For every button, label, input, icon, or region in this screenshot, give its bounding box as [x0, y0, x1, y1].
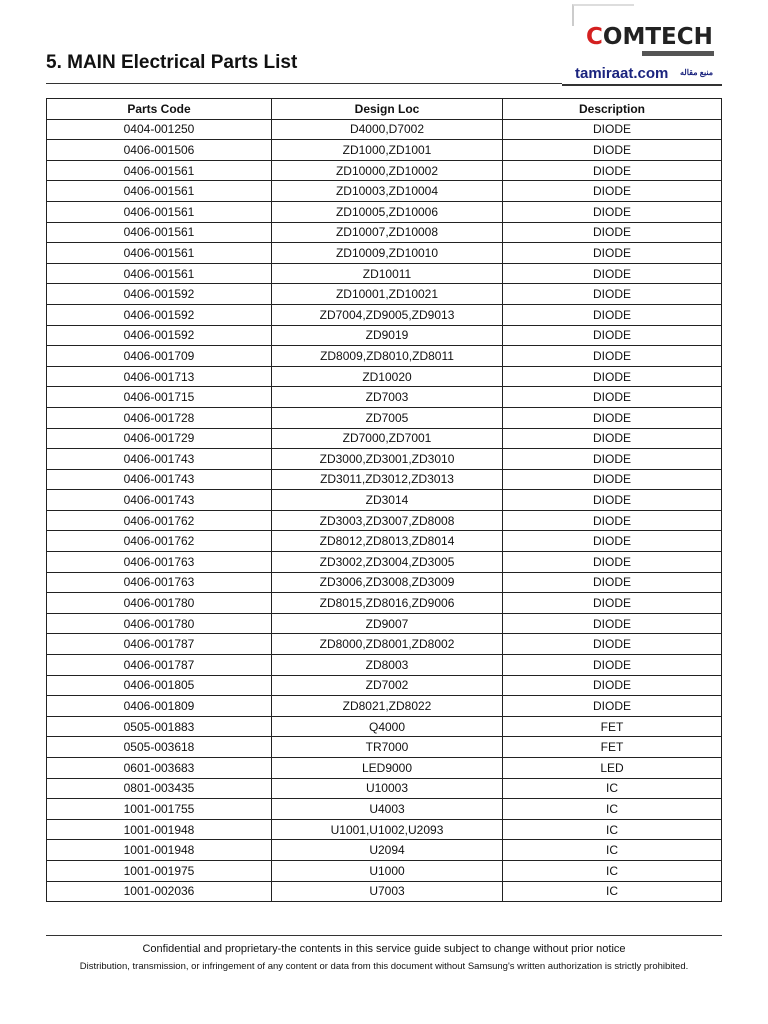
table-row — [47, 407, 722, 428]
cell-description: DIODE — [503, 263, 722, 284]
table-row — [47, 428, 722, 449]
cell-description: DIODE — [503, 243, 722, 264]
cell-design-loc: Q4000 — [272, 716, 503, 737]
cell-design-loc: ZD3002,ZD3004,ZD3005 — [272, 552, 503, 573]
cell-description: IC — [503, 778, 722, 799]
cell-parts-code: 0406-001561 — [47, 181, 272, 202]
cell-parts-code: 0406-001713 — [47, 366, 272, 387]
table-row — [47, 201, 722, 222]
table-row — [47, 490, 722, 511]
table-row — [47, 758, 722, 779]
table-row — [47, 263, 722, 284]
cell-design-loc: ZD7002 — [272, 675, 503, 696]
page-title: 5. MAIN Electrical Parts List — [46, 52, 298, 73]
cell-design-loc: ZD9019 — [272, 325, 503, 346]
table-row — [47, 325, 722, 346]
table-row — [47, 881, 722, 902]
cell-parts-code: 1001-001948 — [47, 819, 272, 840]
cell-design-loc: ZD8009,ZD8010,ZD8011 — [272, 346, 503, 367]
cell-description: DIODE — [503, 675, 722, 696]
cell-design-loc: ZD10001,ZD10021 — [272, 284, 503, 305]
cell-parts-code: 0406-001805 — [47, 675, 272, 696]
cell-description: IC — [503, 819, 722, 840]
table-row — [47, 655, 722, 676]
cell-parts-code: 0406-001763 — [47, 572, 272, 593]
cell-design-loc: ZD3000,ZD3001,ZD3010 — [272, 449, 503, 470]
cell-design-loc: U1000 — [272, 860, 503, 881]
cell-description: DIODE — [503, 304, 722, 325]
cell-description: DIODE — [503, 160, 722, 181]
cell-parts-code: 0406-001561 — [47, 160, 272, 181]
cell-design-loc: ZD8003 — [272, 655, 503, 676]
cell-description: DIODE — [503, 469, 722, 490]
cell-parts-code: 0406-001762 — [47, 510, 272, 531]
cell-description: DIODE — [503, 346, 722, 367]
cell-parts-code: 0406-001787 — [47, 655, 272, 676]
cell-description: DIODE — [503, 201, 722, 222]
cell-description: IC — [503, 860, 722, 881]
footer-confidential: Confidential and proprietary-the contents in this service guide subject to change without prior notice — [142, 943, 626, 955]
table-row — [47, 304, 722, 325]
cell-design-loc: ZD7005 — [272, 407, 503, 428]
cell-design-loc: ZD1000,ZD1001 — [272, 140, 503, 161]
cell-description: DIODE — [503, 572, 722, 593]
cell-parts-code: 1001-002036 — [47, 881, 272, 902]
cell-parts-code: 0406-001743 — [47, 449, 272, 470]
cell-parts-code: 0406-001561 — [47, 222, 272, 243]
logo-circuit-decoration — [572, 4, 634, 26]
cell-description: DIODE — [503, 325, 722, 346]
footer-rule — [46, 935, 722, 936]
cell-design-loc: LED9000 — [272, 758, 503, 779]
cell-parts-code: 0406-001561 — [47, 243, 272, 264]
table-row — [47, 222, 722, 243]
cell-parts-code: 0406-001592 — [47, 284, 272, 305]
cell-parts-code: 1001-001755 — [47, 799, 272, 820]
cell-description: DIODE — [503, 510, 722, 531]
cell-parts-code: 0406-001506 — [47, 140, 272, 161]
cell-design-loc: ZD3014 — [272, 490, 503, 511]
header-rule — [46, 83, 562, 84]
cell-description: DIODE — [503, 531, 722, 552]
table-row — [47, 799, 722, 820]
cell-design-loc: ZD10011 — [272, 263, 503, 284]
table-row — [47, 469, 722, 490]
cell-parts-code: 1001-001975 — [47, 860, 272, 881]
cell-design-loc: ZD8000,ZD8001,ZD8002 — [272, 634, 503, 655]
cell-description: DIODE — [503, 387, 722, 408]
logo-arabic-text: منبع مقاله — [680, 68, 714, 77]
cell-design-loc: ZD7003 — [272, 387, 503, 408]
cell-parts-code: 0406-001728 — [47, 407, 272, 428]
header-rule-right — [562, 84, 722, 86]
cell-design-loc: ZD10003,ZD10004 — [272, 181, 503, 202]
table-row — [47, 160, 722, 181]
cell-description: DIODE — [503, 593, 722, 614]
table-row — [47, 737, 722, 758]
table-row — [47, 572, 722, 593]
table-row — [47, 840, 722, 861]
cell-design-loc: ZD8015,ZD8016,ZD9006 — [272, 593, 503, 614]
cell-design-loc: ZD10009,ZD10010 — [272, 243, 503, 264]
parts-table — [46, 98, 722, 902]
table-row — [47, 819, 722, 840]
cell-description: DIODE — [503, 284, 722, 305]
cell-design-loc: ZD3011,ZD3012,ZD3013 — [272, 469, 503, 490]
cell-design-loc: ZD10000,ZD10002 — [272, 160, 503, 181]
cell-parts-code: 1001-001948 — [47, 840, 272, 861]
cell-parts-code: 0406-001561 — [47, 263, 272, 284]
cell-design-loc: U2094 — [272, 840, 503, 861]
table-row — [47, 696, 722, 717]
table-row — [47, 716, 722, 737]
cell-design-loc: ZD10005,ZD10006 — [272, 201, 503, 222]
table-row — [47, 387, 722, 408]
cell-description: DIODE — [503, 222, 722, 243]
table-header-row — [47, 99, 722, 120]
cell-parts-code: 0406-001762 — [47, 531, 272, 552]
table-row — [47, 593, 722, 614]
cell-design-loc: D4000,D7002 — [272, 119, 503, 140]
table-row — [47, 243, 722, 264]
cell-parts-code: 0406-001763 — [47, 552, 272, 573]
cell-description: DIODE — [503, 366, 722, 387]
header-design-loc: Design Loc — [272, 99, 503, 120]
cell-parts-code: 0404-001250 — [47, 119, 272, 140]
cell-parts-code: 0406-001561 — [47, 201, 272, 222]
cell-parts-code: 0406-001787 — [47, 634, 272, 655]
cell-design-loc: ZD7004,ZD9005,ZD9013 — [272, 304, 503, 325]
cell-description: DIODE — [503, 552, 722, 573]
cell-design-loc: U10003 — [272, 778, 503, 799]
cell-description: IC — [503, 840, 722, 861]
table-row — [47, 860, 722, 881]
cell-design-loc: ZD3003,ZD3007,ZD8008 — [272, 510, 503, 531]
cell-parts-code: 0505-001883 — [47, 716, 272, 737]
cell-design-loc: U7003 — [272, 881, 503, 902]
cell-description: IC — [503, 799, 722, 820]
cell-design-loc: ZD3006,ZD3008,ZD3009 — [272, 572, 503, 593]
cell-design-loc: ZD8021,ZD8022 — [272, 696, 503, 717]
cell-description: DIODE — [503, 655, 722, 676]
footer-distribution: Distribution, transmission, or infringement of any content or data from this document without Samsung's written authorization is strictly prohibited. — [79, 961, 689, 972]
cell-description: IC — [503, 881, 722, 902]
cell-parts-code: 0406-001592 — [47, 304, 272, 325]
table-row — [47, 181, 722, 202]
header-description: Description — [503, 99, 722, 120]
table-row — [47, 634, 722, 655]
cell-design-loc: U1001,U1002,U2093 — [272, 819, 503, 840]
header-parts-code: Parts Code — [47, 99, 272, 120]
cell-description: FET — [503, 737, 722, 758]
cell-parts-code: 0406-001709 — [47, 346, 272, 367]
table-row — [47, 140, 722, 161]
cell-design-loc: ZD7000,ZD7001 — [272, 428, 503, 449]
table-row — [47, 449, 722, 470]
table-row — [47, 284, 722, 305]
table-row — [47, 119, 722, 140]
table-row — [47, 366, 722, 387]
table-row — [47, 778, 722, 799]
cell-description: DIODE — [503, 613, 722, 634]
cell-description: DIODE — [503, 634, 722, 655]
cell-parts-code: 0406-001743 — [47, 490, 272, 511]
cell-design-loc: U4003 — [272, 799, 503, 820]
cell-description: FET — [503, 716, 722, 737]
comtech-logo — [572, 4, 722, 82]
table-row — [47, 346, 722, 367]
cell-parts-code: 0406-001780 — [47, 593, 272, 614]
cell-description: DIODE — [503, 181, 722, 202]
cell-description: LED — [503, 758, 722, 779]
cell-description: DIODE — [503, 490, 722, 511]
cell-parts-code: 0406-001743 — [47, 469, 272, 490]
cell-description: DIODE — [503, 407, 722, 428]
cell-description: DIODE — [503, 696, 722, 717]
logo-subtitle-bar — [642, 51, 714, 56]
cell-parts-code: 0406-001780 — [47, 613, 272, 634]
table-row — [47, 552, 722, 573]
cell-description: DIODE — [503, 449, 722, 470]
cell-parts-code: 0406-001809 — [47, 696, 272, 717]
cell-design-loc: ZD10020 — [272, 366, 503, 387]
cell-parts-code: 0601-003683 — [47, 758, 272, 779]
cell-parts-code: 0505-003618 — [47, 737, 272, 758]
table-row — [47, 510, 722, 531]
table-row — [47, 613, 722, 634]
cell-parts-code: 0406-001715 — [47, 387, 272, 408]
cell-design-loc: ZD9007 — [272, 613, 503, 634]
cell-description: DIODE — [503, 119, 722, 140]
cell-description: DIODE — [503, 140, 722, 161]
cell-parts-code: 0801-003435 — [47, 778, 272, 799]
cell-description: DIODE — [503, 428, 722, 449]
logo-site-link[interactable]: tamiraat.com — [575, 65, 669, 82]
cell-parts-code: 0406-001592 — [47, 325, 272, 346]
cell-design-loc: ZD8012,ZD8013,ZD8014 — [272, 531, 503, 552]
table-row — [47, 531, 722, 552]
cell-design-loc: TR7000 — [272, 737, 503, 758]
cell-parts-code: 0406-001729 — [47, 428, 272, 449]
table-row — [47, 675, 722, 696]
cell-design-loc: ZD10007,ZD10008 — [272, 222, 503, 243]
logo-wordmark: COMTECH — [586, 24, 713, 50]
